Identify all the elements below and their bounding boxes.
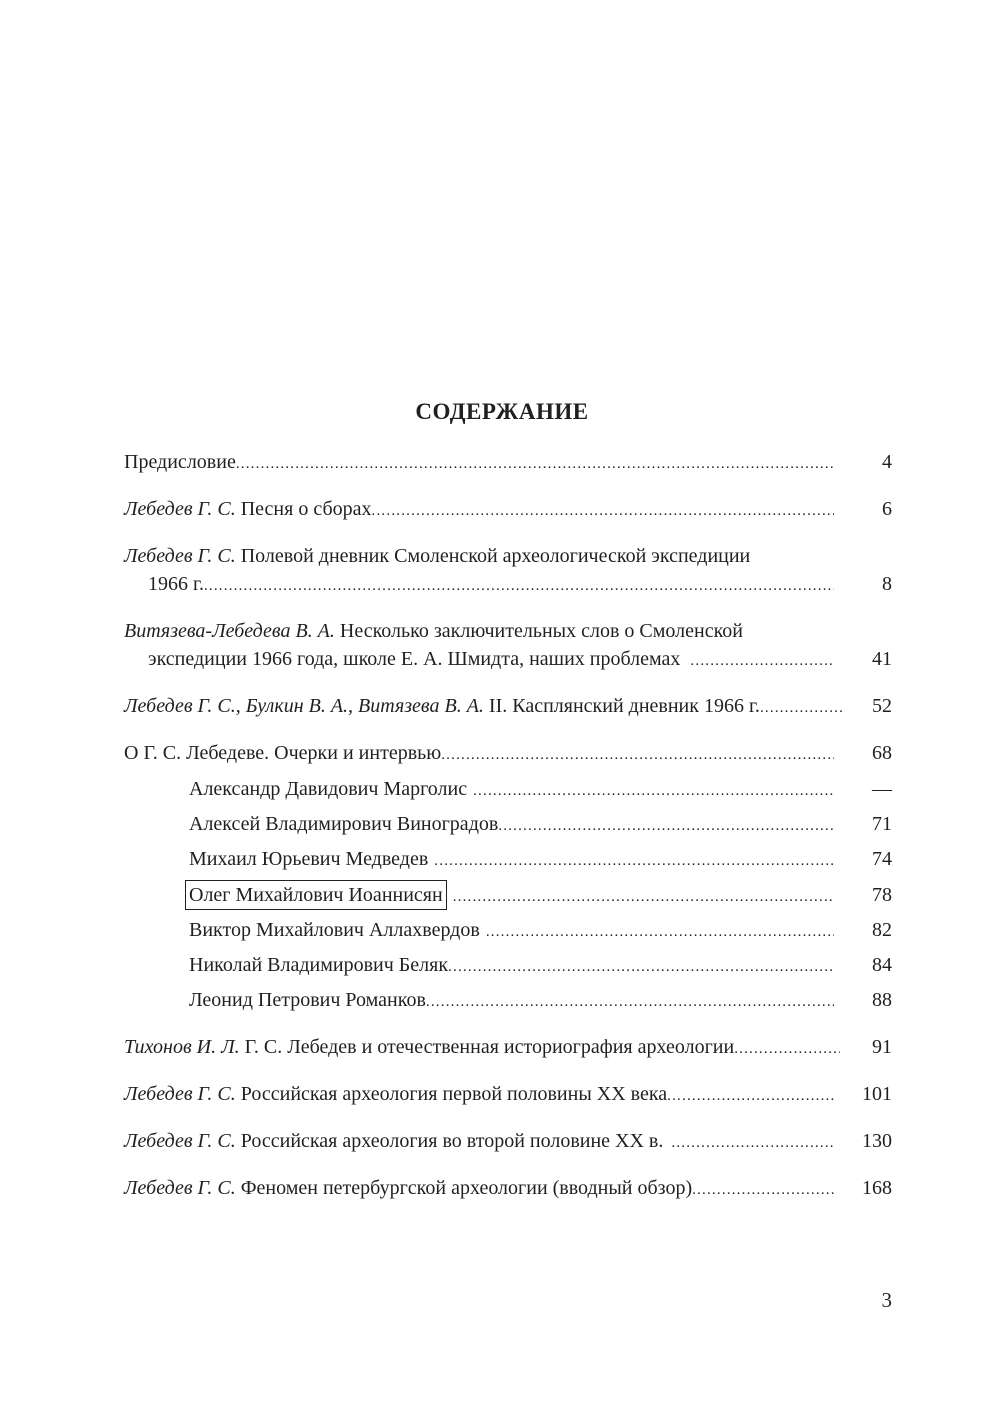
toc-sub-entry[interactable]: [124, 880, 892, 911]
toc-entry[interactable]: [124, 692, 892, 722]
page-number: 3: [881, 1288, 892, 1312]
toc-entry-author: Лебедев Г. С., Булкин В. А., Витязева В. А.: [124, 695, 484, 717]
toc-entry-page: 68: [872, 742, 892, 764]
toc-entry-title-continued: 1966 г.: [148, 573, 204, 595]
toc-entry-page: 168: [862, 1177, 892, 1199]
dot-leader: [760, 694, 844, 722]
toc-sub-entry-page: 71: [872, 813, 892, 835]
toc-entry-page: 6: [882, 498, 892, 520]
toc-sub-entry-page: 74: [872, 848, 892, 870]
toc-entry-author: Лебедев Г. С.: [124, 498, 236, 520]
toc-entry-title: Г. С. Лебедев и отечественная историография археологии: [244, 1036, 735, 1058]
toc-entry[interactable]: [124, 1080, 892, 1110]
dot-leader: [473, 777, 834, 805]
toc-sub-entry-page: 84: [872, 954, 892, 976]
toc-entry-page: 8: [882, 573, 892, 595]
toc-entry-title: Феномен петербургской археологии (вводный обзор): [240, 1177, 693, 1199]
toc-entry-preface[interactable]: [124, 448, 892, 478]
toc-sub-entry-title: Александр Давидович Марголис: [189, 778, 468, 800]
dot-leader: [734, 1035, 840, 1063]
toc-entry-page: 101: [862, 1083, 892, 1105]
dot-leader: [372, 497, 834, 525]
toc-sub-entry-title: Михаил Юрьевич Медведев: [189, 848, 429, 870]
toc-entry-title: II. Касплянский дневник 1966 г.: [488, 695, 760, 717]
toc-sub-entry-title: Алексей Владимирович Виноградов: [189, 813, 499, 835]
dot-leader: [498, 812, 834, 840]
toc-sub-entry-page: —: [872, 778, 892, 800]
toc-title: СОДЕРЖАНИЕ: [415, 399, 589, 424]
toc-entry-author: Лебедев Г. С.: [124, 1083, 236, 1105]
toc-entry[interactable]: [124, 542, 892, 600]
toc-entry-author: Лебедев Г. С.: [124, 1177, 236, 1199]
toc-entry-title: Песня о сборах: [240, 498, 372, 520]
toc-entry-title-continued: экспедиции 1966 года, школе Е. А. Шмидта, наших проблемах: [148, 648, 681, 670]
toc-entry-author: Тихонов И. Л.: [124, 1036, 240, 1058]
table-of-contents: [124, 448, 892, 1204]
toc-entry-title: О Г. С. Лебедеве. Очерки и интервью: [124, 742, 442, 764]
dot-leader: [448, 953, 834, 981]
toc-sub-entry[interactable]: [124, 845, 892, 875]
dot-leader: [692, 1176, 834, 1204]
dot-leader: [690, 647, 834, 675]
toc-entry-author: Витязева-Лебедева В. А.: [124, 620, 335, 642]
toc-entry-title: Несколько заключительных слов о Смоленской: [339, 620, 743, 642]
toc-entry[interactable]: [124, 617, 892, 675]
toc-entry-essays[interactable]: [124, 739, 892, 769]
toc-sub-entry[interactable]: [124, 951, 892, 981]
toc-sub-entry-title: Николай Владимирович Беляк: [189, 954, 449, 976]
toc-entry[interactable]: [124, 495, 892, 525]
toc-entry-page: 52: [872, 695, 892, 717]
dot-leader: [236, 450, 834, 478]
toc-sub-entry-page: 82: [872, 919, 892, 941]
dot-leader: [204, 572, 834, 600]
dot-leader: [486, 918, 834, 946]
toc-entry-page: 91: [872, 1036, 892, 1058]
dot-leader: [667, 1082, 834, 1110]
toc-entry-title: Российская археология первой половины XX века: [240, 1083, 668, 1105]
dot-leader: [671, 1129, 834, 1157]
toc-sub-entry-title: Виктор Михайлович Аллахвердов: [189, 919, 480, 941]
toc-sub-entry[interactable]: [124, 916, 892, 946]
toc-sub-entry[interactable]: [124, 986, 892, 1016]
toc-entry-page: 4: [882, 451, 892, 473]
toc-entry-page: 41: [872, 648, 892, 670]
toc-entry[interactable]: [124, 1033, 892, 1063]
toc-sub-entry-page: 78: [872, 884, 892, 906]
toc-entry-author: Лебедев Г. С.: [124, 1130, 236, 1152]
toc-entry-author: Лебедев Г. С.: [124, 545, 236, 567]
toc-entry-title: Полевой дневник Смоленской археологической экспедиции: [240, 545, 751, 567]
dot-leader: [426, 988, 834, 1016]
toc-sub-entry-title: Леонид Петрович Романков: [189, 989, 426, 1011]
toc-entry-title: Российская археология во второй половине XX в.: [240, 1130, 664, 1152]
toc-sub-entry[interactable]: [124, 810, 892, 840]
dot-leader: [434, 847, 834, 875]
toc-entry-title: Предисловие: [124, 451, 236, 473]
toc-entry[interactable]: [124, 1174, 892, 1204]
dot-leader: [441, 741, 834, 769]
toc-sub-entry-page: 88: [872, 989, 892, 1011]
toc-sub-entry-title-highlighted: Олег Михайлович Иоаннисян: [185, 880, 447, 910]
toc-entry-page: 130: [862, 1130, 892, 1152]
toc-sub-entry[interactable]: [124, 775, 892, 805]
toc-entry[interactable]: [124, 1127, 892, 1157]
dot-leader: [453, 883, 834, 911]
